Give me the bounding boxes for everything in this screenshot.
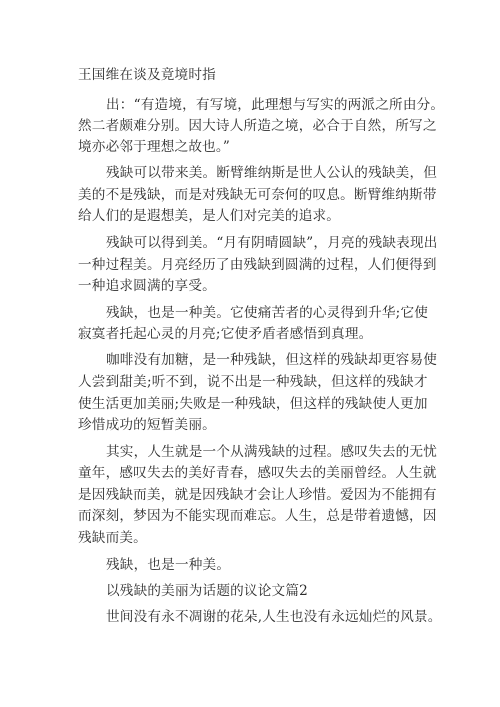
text-line: 是因残缺而美，就是因残缺才会让人珍惜。爱因为不能拥有 xyxy=(78,487,437,503)
text-line: 出：“有造境，有写境，此理想与写实的两派之所由分。 xyxy=(106,97,445,113)
text-line: 而深刻，梦因为不能实现而难忘。人生，总是带着遗憾，因 xyxy=(78,508,437,524)
section-heading: 以残缺的美丽为话题的议论文篇2 xyxy=(106,583,308,599)
text-line: 其实，人生就是一个从满残缺的过程。感叹失去的无忧 xyxy=(106,444,438,460)
text-line: 咖啡没有加糖，是一种残缺，但这样的残缺却更容易使 xyxy=(106,352,438,368)
text-line: 残缺，也是一种美。它使痛苦者的心灵得到升华;它使 xyxy=(106,305,429,321)
text-line: 残缺，也是一种美。 xyxy=(106,557,231,573)
text-line: 境亦必邻于理想之故也。” xyxy=(78,139,231,155)
text-line: 一种过程美。月亮经历了由残缺到圆满的过程，人们便得到 xyxy=(78,257,437,273)
text-line: 一种追求圆满的享受。 xyxy=(78,278,216,294)
text-line: 寂寞者托起心灵的月亮;它使矛盾者感悟到真理。 xyxy=(78,326,373,342)
text-line: 给人们的是遐想美，是人们对完美的追求。 xyxy=(78,208,341,224)
text-line: 使生活更加美丽;失败是一种残缺，但这样的残缺使人更加 xyxy=(78,396,428,412)
text-line: 世间没有永不凋谢的花朵,人生也没有永远灿烂的风景。 xyxy=(106,609,442,625)
text-line: 美的不是残缺，而是对残缺无可奈何的叹息。断臂维纳斯带 xyxy=(78,187,437,203)
text-line: 童年，感叹失去的美好青春，感叹失去的美丽曾经。人生就 xyxy=(78,465,437,481)
text-line: 然二者颇难分别。因大诗人所造之境，必合于自然，所写之 xyxy=(78,118,437,134)
text-line: 人尝到甜美;听不到，说不出是一种残缺，但这样的残缺才 xyxy=(78,374,428,390)
text-line: 王国维在谈及竟境时指 xyxy=(78,67,216,83)
text-line: 残缺可以带来美。断臂维纳斯是世人公认的残缺美，但 xyxy=(106,165,438,181)
text-line: 残缺而美。 xyxy=(78,530,147,546)
text-line: 珍惜成功的短暂美丽。 xyxy=(78,417,216,433)
text-line: 残缺可以得到美。“月有阴晴圆缺”，月亮的残缺表现出 xyxy=(106,235,438,251)
